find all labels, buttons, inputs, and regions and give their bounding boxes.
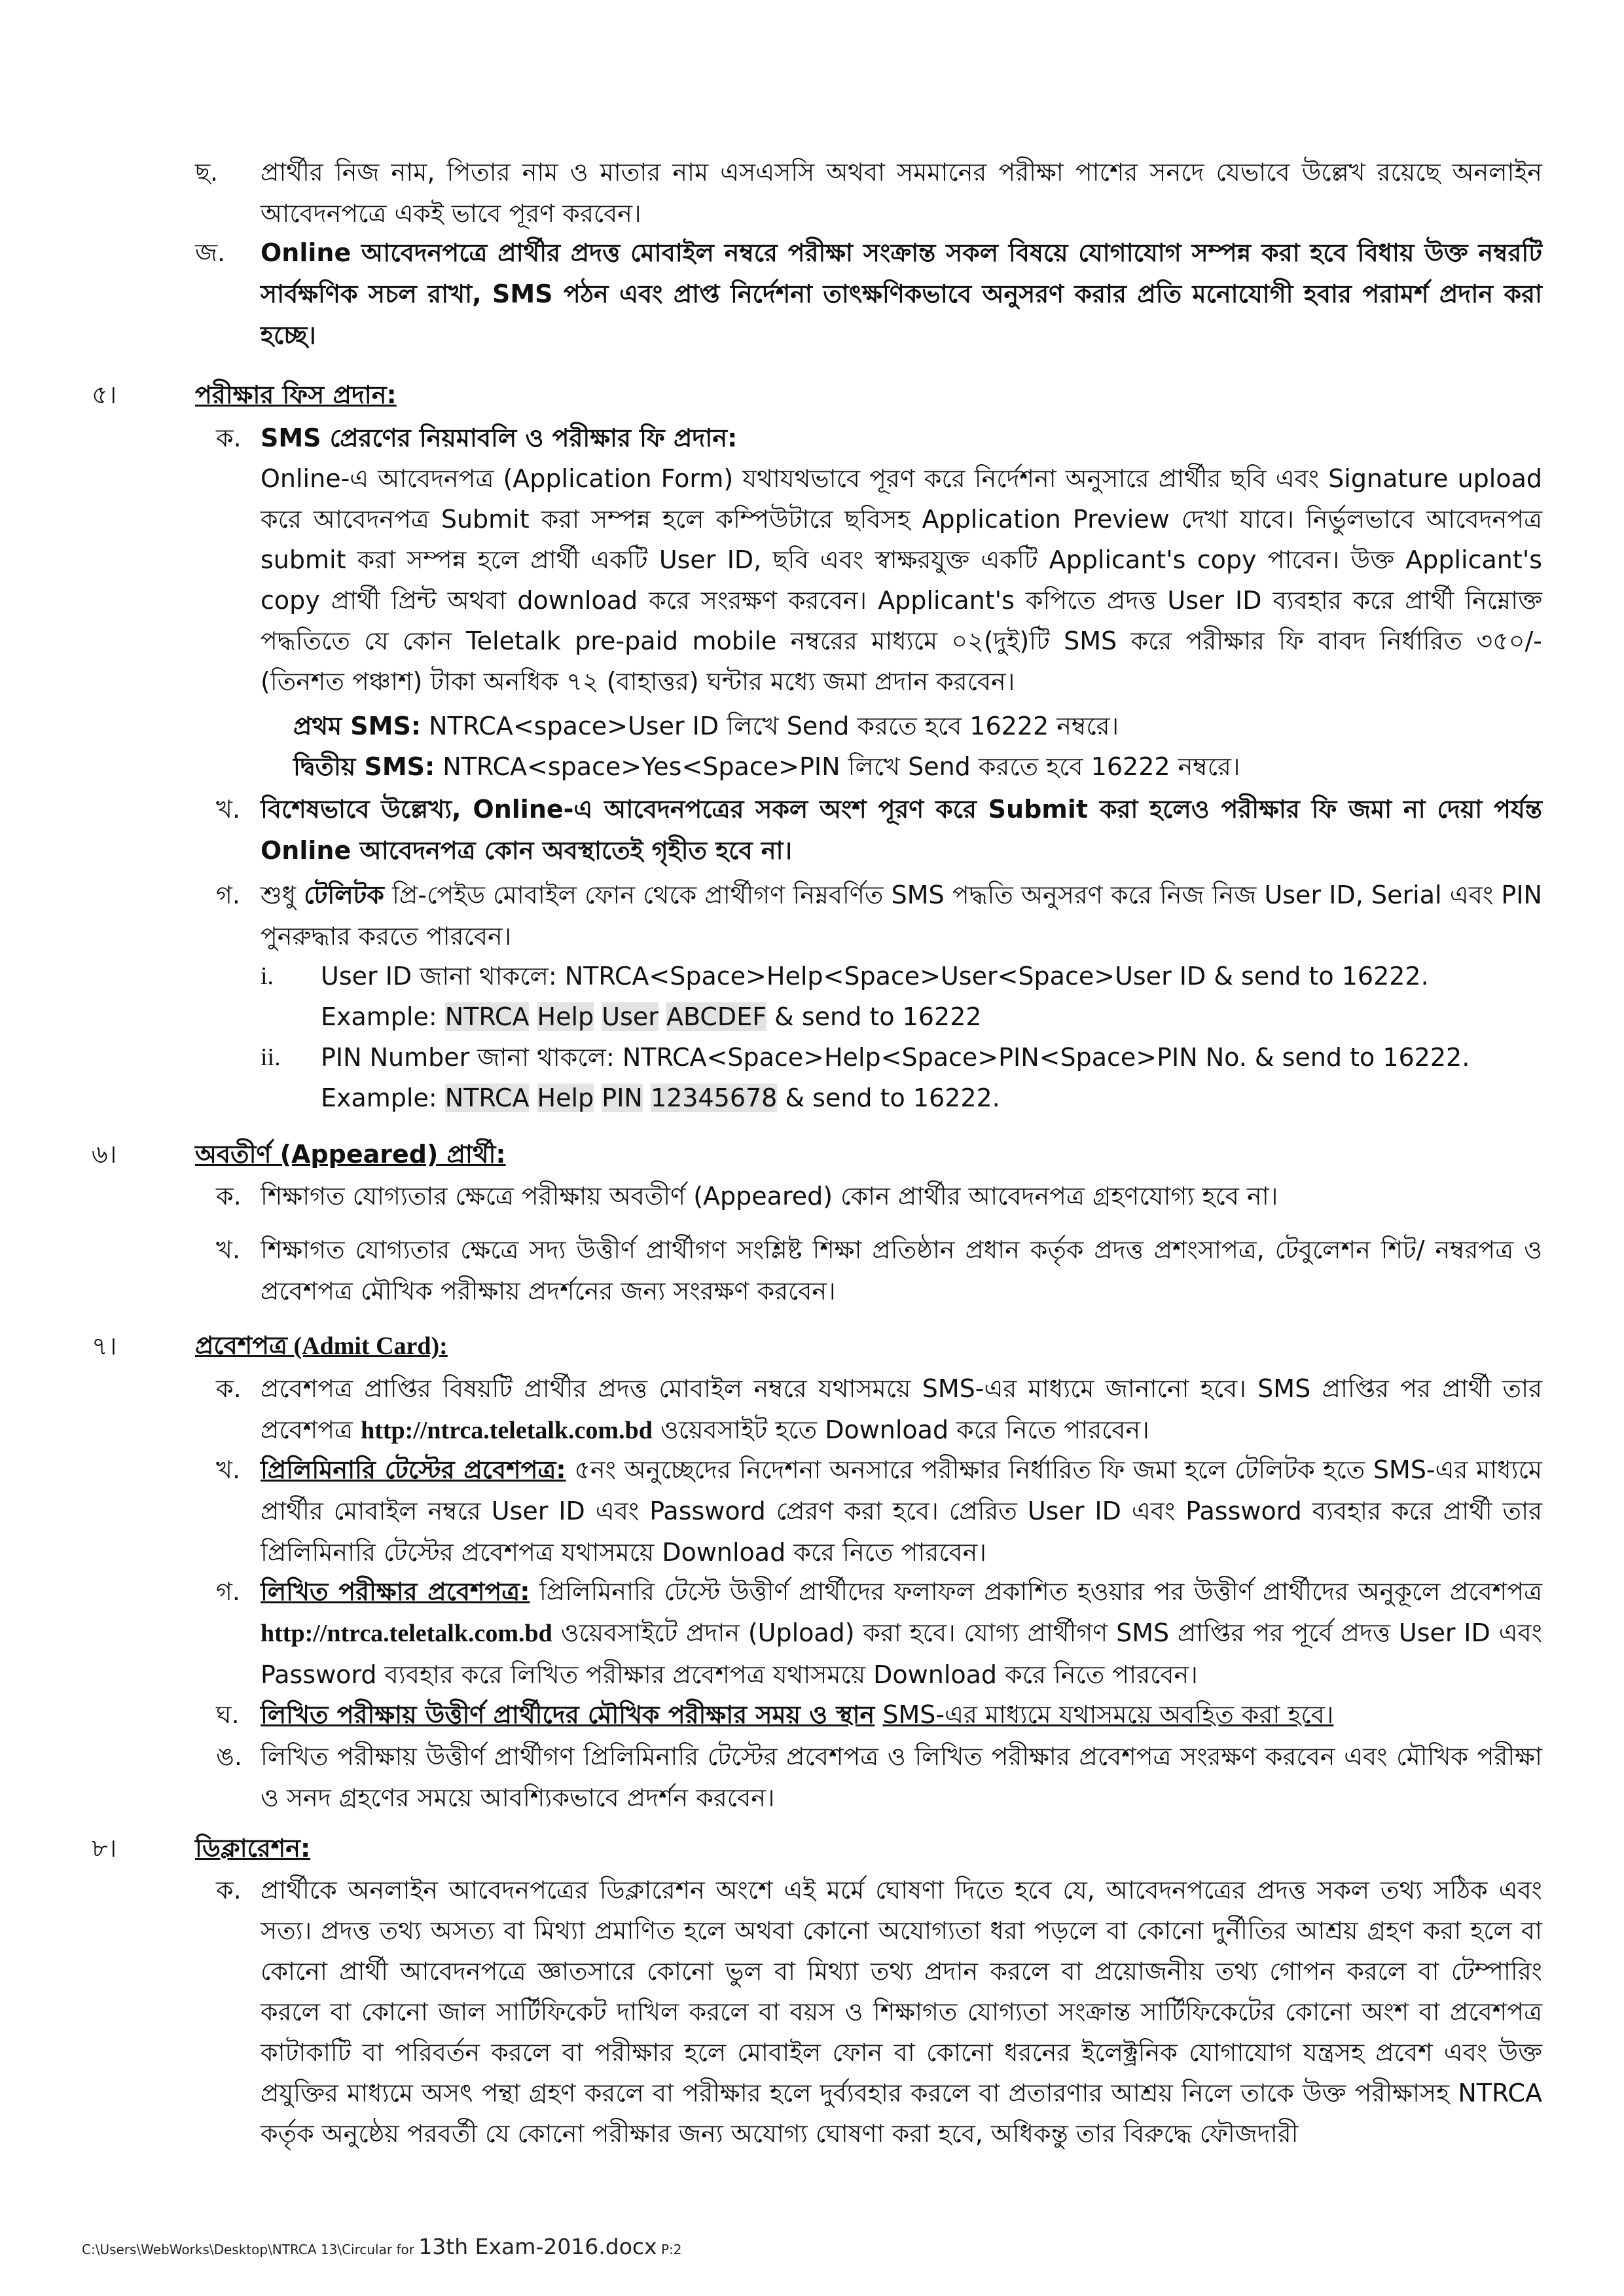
first-sms-text: NTRCA<space>User ID লিখে Send করতে হবে 16222 নম্বরে। (429, 712, 1119, 740)
viva-notice-lead: লিখিত পরীক্ষায় উত্তীর্ণ প্রার্থীদের মৌখিক পরীক্ষার সময় ও স্থান (261, 1700, 875, 1729)
example-part: User (602, 1002, 659, 1031)
written-admit-text-end: ওয়েবসাইটে প্রদান (Upload) করা হবে। যোগ্য প্রার্থীগণ SMS প্রাপ্তির পর পূর্বে প্রদত্ত User ID এবং Password ব্যবহার করে লিখিত পরীক্ষার প্রবেশপত্র যথাসময়ে Download করে নিতে পারবেন। (261, 1618, 1542, 1689)
prelim-admit (261, 1449, 1542, 1573)
recovery-text (261, 875, 1542, 957)
section-heading: পরীক্ষার ফিস প্রদান: (195, 380, 397, 409)
fee-note-text: বিশেষভাবে উল্লেখ্য, Online-এ আবেদনপত্রের সকল অংশ পূরণ করে Submit করা হলেও পরীক্ষার ফি জমা না দেয়া পর্যন্ত Online আবেদনপত্র কোন অবস্থাতেই গৃহীত হবে না। (261, 795, 1542, 865)
admit-notice-text: প্রবেশপত্র প্রাপ্তির বিষয়টি প্রার্থীর প্রদত্ত মোবাইল নম্বরে যথাসময়ে SMS-এর মাধ্যমে জানানো হবে। SMS প্রাপ্তির পর প্রার্থী তার প্রবেশপত্র (261, 1374, 1542, 1444)
item-marker: ঙ. (216, 1742, 242, 1771)
item-marker: ক. (216, 1876, 242, 1904)
admit-notice-text-end: ওয়েবসাইট হতে Download করে নিতে পারবেন। (660, 1415, 1149, 1444)
subitem-marker: ii. (261, 1044, 281, 1071)
item-marker: খ. (216, 1235, 241, 1264)
pin-example (321, 1078, 1000, 1119)
example-label: Example: (321, 1002, 437, 1031)
second-sms-label: দ্বিতীয় SMS: (293, 752, 435, 781)
footer-path: C:\Users\WebWorks\Desktop\NTRCA 13\Circular for (82, 2242, 414, 2257)
first-sms (293, 706, 1119, 747)
teletalk-word: টেলিটক (304, 881, 384, 909)
section-number: ৭। (92, 1332, 117, 1360)
pin-recovery: PIN Number জানা থাকলে: NTRCA<Space>Help<Space>PIN<Space>PIN No. & send to 16222. (321, 1043, 1470, 1072)
item-marker: গ. (216, 881, 240, 909)
example-part: NTRCA (444, 1084, 530, 1112)
example-part: NTRCA (444, 1002, 530, 1031)
item-marker: ঘ. (216, 1700, 240, 1729)
written-admit-url-link[interactable]: http://ntrca.teletalk.com.bd (261, 1620, 552, 1647)
item-marker: গ. (216, 1577, 240, 1606)
example-part: Help (537, 1002, 594, 1031)
viva-notice (261, 1694, 1542, 1736)
appeared-rule: শিক্ষাগত যোগ্যতার ক্ষেত্রে পরীক্ষায় অবতীর্ণ (Appeared) কোন প্রার্থীর আবেদনপত্র গ্রহণযোগ্য হবে না। (261, 1182, 1278, 1211)
first-sms-label: প্রথম SMS: (293, 712, 422, 740)
example-tail: & send to 16222 (774, 1002, 982, 1031)
recovery-prefix: শুধু (261, 881, 297, 909)
admit-notice (261, 1368, 1542, 1451)
example-part: 12345678 (650, 1084, 778, 1112)
admit-url-link[interactable]: http://ntrca.teletalk.com.bd (361, 1417, 653, 1444)
userid-example (321, 996, 981, 1038)
second-sms-text: NTRCA<space>Yes<Space>PIN লিখে Send করতে হবে 16222 নম্বরে। (442, 752, 1240, 781)
item-marker: জ. (195, 238, 226, 267)
item-marker: ছ. (195, 158, 219, 187)
subitem-marker: i. (261, 962, 274, 990)
userid-recovery: User ID জানা থাকলে: NTRCA<Space>Help<Space>User<Space>User ID & send to 16222. (321, 962, 1429, 991)
prelim-admit-lead: প্রিলিমিনারি টেস্টের প্রবেশপত্র: (261, 1455, 566, 1484)
footer-page: P:2 (660, 2242, 682, 2257)
footer-filename: 13th Exam-2016.docx (418, 2234, 657, 2259)
example-tail: & send to 16222. (785, 1084, 1000, 1112)
item-marker: ক. (216, 1182, 242, 1211)
footer (82, 2234, 681, 2259)
item-marker: খ. (216, 1455, 241, 1484)
declaration-text: প্রার্থীকে অনলাইন আবেদনপত্রের ডিক্লারেশন অংশে এই মর্মে ঘোষণা দিতে হবে যে, আবেদনপত্রের প্রদত্ত সকল তথ্য সঠিক এবং সত্য। প্রদত্ত তথ্য অসত্য বা মিথ্যা প্রমাণিত হলে অথবা কোনো অযোগ্যতা ধরা পড়লে বা কোনো দুর্নীতির আশ্রয় গ্রহণ করা হলে বা কোনো প্রার্থী আবেদনপত্রে জ্ঞাতসারে কোনো ভুল বা মিথ্যা তথ্য প্রদান করলে বা প্রয়োজনীয় তথ্য গোপন করলে বা টেম্পারিং করলে বা কোনো জাল সার্টিফিকেট দাখিল করলে বা বয়স ও শিক্ষাগত যোগ্যতা সংক্রান্ত সার্টিফিকেটের কোনো অংশ বা প্রবেশপত্র কাটাকাটি বা পরিবর্তন করলে বা পরীক্ষার হলে মোবাইল ফোন বা কোনো ধরনের ইলেক্ট্রনিক যোগাযোগ যন্ত্রসহ প্রবেশ এবং উক্ত প্রযুক্তির মাধ্যমে অসৎ পন্থা গ্রহণ করলে বা পরীক্ষার হলে দুর্ব্যবহার করলে বা প্রতারণার আশ্রয় নিলে তাকে উক্ত পরীক্ষাসহ NTRCA কর্তৃক অনুষ্ঠেয় পরবর্তী যে কোনো পরীক্ষার জন্য অযোগ্য ঘোষণা করা হবে, অধিকন্তু তার বিরুদ্ধে ফৌজদারী (261, 1876, 1542, 2148)
prelim-admit-text: ৫নং অনুচ্ছেদের নিদেশনা অনসারে পরীক্ষার নির্ধারিত ফি জমা হলে টেলিটক হতে SMS-এর মাধ্যমে প্রার্থীর মোবাইল নম্বরে User ID এবং Password প্রেরণ করা হবে। প্রেরিত User ID এবং Password ব্যবহার করে প্রার্থী তার প্রিলিমিনারি টেস্টের প্রবেশপত্র যথাসময়ে Download করে নিতে পারবেন। (261, 1455, 1542, 1567)
recovery-rest: প্রি-পেইড মোবাইল ফোন থেকে প্রার্থীগণ নিম্নবর্ণিত SMS পদ্ধতি অনুসরণ করে নিজ নিজ User ID, Serial এবং PIN পুনরুদ্ধার করতে পারবেন। (261, 881, 1542, 951)
item-marker: ক. (216, 424, 242, 452)
sms-rules-body: Online-এ আবেদনপত্র (Application Form) যথাযথভাবে পূরণ করে নির্দেশনা অনুসারে প্রার্থীর ছবি এবং Signature upload করে আবেদনপত্র Submit করা সম্পন্ন হলে কম্পিউটারে ছবিসহ Application Preview দেখা যাবে। নির্ভুলভাবে আবেদনপত্র submit করা সম্পন্ন হলে প্রার্থী একটি User ID, ছবি এবং স্বাক্ষরযুক্ত একটি Applicant's copy পাবেন। উক্ত Applicant's copy প্রার্থী প্রিন্ট অথবা download করে সংরক্ষণ করবেন। Applicant's কপিতে প্রদত্ত User ID ব্যবহার করে প্রার্থী নিম্নোক্ত পদ্ধতিতে যে কোন Teletalk pre-paid mobile নম্বরের মাধ্যমে ০২(দুই)টি SMS করে পরীক্ষার ফি বাবদ নির্ধারিত ৩৫০/- (তিনশত পঞ্চাশ) টাকা অনধিক ৭২ (বাহাত্তর) ঘন্টার মধ্যে জমা প্রদান করবেন। (261, 464, 1542, 696)
example-part: ABCDEF (666, 1002, 767, 1031)
written-admit-lead: লিখিত পরীক্ষার প্রবেশপত্র: (261, 1577, 530, 1606)
section-heading: ডিক্লারেশন: (195, 1834, 311, 1863)
item-ja-text: Online আবেদনপত্রে প্রার্থীর প্রদত্ত মোবাইল নম্বরে পরীক্ষা সংক্রান্ত সকল বিষয়ে যোগাযোগ সম্পন্ন করা হবে বিধায় উক্ত নম্বরটি সার্বক্ষণিক সচল রাখা, SMS পঠন এবং প্রাপ্ত নির্দেশনা তাৎক্ষণিকভাবে অনুসরণ করার প্রতি মনোযোগী হবার পরামর্শ প্রদান করা হচ্ছে। (261, 238, 1542, 350)
second-sms (293, 746, 1240, 788)
example-part: Help (537, 1084, 594, 1112)
item-cha-text: প্রার্থীর নিজ নাম, পিতার নাম ও মাতার নাম এসএসসি অথবা সমমানের পরীক্ষা পাশের সনদে যেভাবে উল্লেখ রয়েছে অনলাইন আবেদনপত্রে একই ভাবে পূরণ করবেন। (261, 158, 1542, 228)
written-admit-text: প্রিলিমিনারি টেস্টে উত্তীর্ণ প্রার্থীদের ফলাফল প্রকাশিত হওয়ার পর উত্তীর্ণ প্রার্থীদের অনুকূলে প্রবেশপত্র (539, 1577, 1542, 1606)
sms-rules-title: SMS প্রেরণের নিয়মাবলি ও পরীক্ষার ফি প্রদান: (261, 424, 738, 452)
section-heading: অবতীর্ণ (Appeared) প্রার্থী: (195, 1140, 506, 1169)
section-number: ৮। (92, 1834, 117, 1863)
appeared-documents: শিক্ষাগত যোগ্যতার ক্ষেত্রে সদ্য উত্তীর্ণ প্রার্থীগণ সংশ্লিষ্ট শিক্ষা প্রতিষ্ঠান প্রধান কর্তৃক প্রদত্ত প্রশংসাপত্র, টেবুলেশন শিট/ নম্বরপত্র ও প্রবেশপত্র মৌখিক পরীক্ষায় প্রদর্শনের জন্য সংরক্ষণ করবেন। (261, 1235, 1542, 1305)
item-marker: খ. (216, 795, 241, 824)
example-label: Example: (321, 1084, 437, 1112)
example-part: PIN (602, 1084, 643, 1112)
keep-admit-cards: লিখিত পরীক্ষায় উত্তীর্ণ প্রার্থীগণ প্রিলিমিনারি টেস্টের প্রবেশপত্র ও লিখিত পরীক্ষার প্রবেশপত্র সংরক্ষণ করবেন এবং মৌখিক পরীক্ষা ও সনদ গ্রহণের সময়ে আবশ্যিকভাবে প্রদর্শন করবেন। (261, 1742, 1542, 1812)
section-number: ৫। (92, 380, 117, 409)
section-heading: প্রবেশপত্র (Admit Card): (195, 1332, 448, 1360)
written-admit (261, 1571, 1542, 1696)
item-marker: ক. (216, 1374, 242, 1403)
viva-notice-text: SMS-এর মাধ্যমে যথাসময়ে অবহিত করা হবে। (882, 1700, 1334, 1729)
section-number: ৬। (92, 1140, 117, 1169)
